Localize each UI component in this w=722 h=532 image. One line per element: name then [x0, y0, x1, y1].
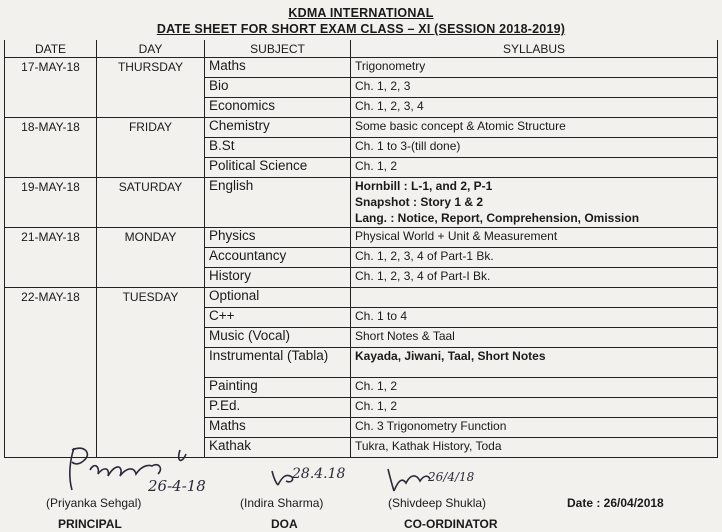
table-row [5, 378, 718, 398]
cell-day [97, 398, 205, 418]
principal-role: PRINCIPAL [58, 517, 122, 531]
cell-subject: C++ [205, 308, 351, 328]
doa-signature-date: 28.4.18 [292, 466, 346, 482]
syllabus-line: Ch. 1, 2 [355, 399, 398, 413]
table-row [5, 158, 718, 178]
sheet-title: DATE SHEET FOR SHORT EXAM CLASS – XI (SESSION 2018-2019) [156, 22, 566, 36]
cell-date [5, 348, 97, 378]
syllabus-line: Hornbill : L-1, and 2, P-1 [355, 179, 493, 193]
cell-date [5, 98, 97, 118]
syllabus-line: Ch. 1, 2, 3, 4 [355, 99, 424, 113]
syllabus-line: Ch. 1, 2 [355, 379, 398, 393]
cell-day [97, 158, 205, 178]
cell-syllabus [351, 118, 718, 138]
col-syllabus-header: SYLLABUS [351, 40, 718, 58]
cell-subject: Economics [205, 98, 351, 118]
cell-date: 21-MAY-18 [5, 228, 97, 248]
table-row [5, 248, 718, 268]
cell-syllabus [351, 348, 718, 378]
table-row [5, 398, 718, 418]
cell-syllabus [351, 418, 718, 438]
cell-date [5, 248, 97, 268]
cell-subject: B.St [205, 138, 351, 158]
table-row [5, 348, 718, 378]
syllabus-line: Ch. 1 to 3-(till done) [355, 139, 461, 153]
cell-day [97, 78, 205, 98]
cell-syllabus [351, 78, 718, 98]
cell-day: SATURDAY [97, 178, 205, 228]
table-row [5, 178, 718, 228]
cell-day [97, 138, 205, 158]
date-sheet-table [4, 40, 718, 458]
table-row [5, 228, 718, 248]
cell-syllabus [351, 178, 718, 228]
cell-syllabus [351, 328, 718, 348]
document-date: Date : 26/04/2018 [567, 496, 664, 510]
syllabus-line: Lang. : Notice, Report, Comprehension, Omission [355, 211, 640, 225]
table-row [5, 308, 718, 328]
col-day-header: DAY [97, 40, 205, 58]
cell-date [5, 418, 97, 438]
cell-subject: Music (Vocal) [205, 328, 351, 348]
cell-syllabus [351, 288, 718, 308]
cell-day [97, 378, 205, 398]
cell-date: 17-MAY-18 [5, 58, 97, 78]
school-name: KDMA INTERNATIONAL [288, 6, 434, 20]
cell-syllabus [351, 398, 718, 418]
cell-subject: Maths [205, 418, 351, 438]
cell-subject: Chemistry [205, 118, 351, 138]
syllabus-line: Ch. 1 to 4 [355, 309, 408, 323]
syllabus-line: Short Notes & Taal [355, 329, 455, 343]
cell-syllabus [351, 438, 718, 458]
cell-date [5, 78, 97, 98]
cell-syllabus [351, 98, 718, 118]
cell-subject: History [205, 268, 351, 288]
syllabus-line: Trigonometry [355, 59, 426, 73]
cell-date [5, 158, 97, 178]
cell-syllabus [351, 268, 718, 288]
syllabus-line: Kayada, Jiwani, Taal, Short Notes [355, 349, 546, 363]
cell-day: FRIDAY [97, 118, 205, 138]
cell-day [97, 348, 205, 378]
cell-subject: Instrumental (Tabla) [205, 348, 351, 378]
cell-syllabus [351, 228, 718, 248]
table-row [5, 288, 718, 308]
cell-syllabus [351, 58, 718, 78]
cell-subject: Physics [205, 228, 351, 248]
cell-subject: English [205, 178, 351, 228]
coordinator-signature-date: 26/4/18 [428, 470, 475, 484]
table-row [5, 268, 718, 288]
syllabus-line: Some basic concept & Atomic Structure [355, 119, 566, 133]
cell-subject: Accountancy [205, 248, 351, 268]
cell-date [5, 378, 97, 398]
syllabus-line: Ch. 3 Trigonometry Function [355, 419, 507, 433]
cell-day: THURSDAY [97, 58, 205, 78]
table-row [5, 78, 718, 98]
cell-day [97, 268, 205, 288]
syllabus-line: Ch. 1, 2, 3, 4 of Part-I Bk. [355, 269, 491, 283]
doa-role: DOA [271, 517, 298, 531]
cell-syllabus [351, 378, 718, 398]
table-row [5, 418, 718, 438]
syllabus-line: Ch. 1, 2, 3 [355, 79, 411, 93]
cell-day [97, 328, 205, 348]
cell-subject: Optional [205, 288, 351, 308]
cell-day [97, 418, 205, 438]
cell-syllabus [351, 248, 718, 268]
cell-subject: Kathak [205, 438, 351, 458]
syllabus-line: Physical World + Unit & Measurement [355, 229, 558, 243]
table-row [5, 58, 718, 78]
cell-subject: Maths [205, 58, 351, 78]
coordinator-role: CO-ORDINATOR [404, 517, 498, 531]
cell-date [5, 328, 97, 348]
cell-subject: Political Science [205, 158, 351, 178]
cell-date: 18-MAY-18 [5, 118, 97, 138]
cell-date: 19-MAY-18 [5, 178, 97, 228]
cell-date [5, 138, 97, 158]
coordinator-name: (Shivdeep Shukla) [388, 496, 487, 510]
cell-subject: Bio [205, 78, 351, 98]
cell-syllabus [351, 308, 718, 328]
cell-subject: Painting [205, 378, 351, 398]
cell-day [97, 308, 205, 328]
syllabus-line: Tukra, Kathak History, Toda [355, 439, 502, 453]
col-date-header: DATE [5, 40, 97, 58]
cell-day: TUESDAY [97, 288, 205, 308]
cell-day [97, 248, 205, 268]
cell-date [5, 308, 97, 328]
principal-signature-date: 26-4-18 [148, 477, 206, 495]
coordinator-signature [384, 465, 434, 495]
col-subject-header: SUBJECT [205, 40, 351, 58]
doa-name: (Indira Sharma) [240, 496, 324, 510]
table-row [5, 118, 718, 138]
cell-date [5, 268, 97, 288]
cell-date: 22-MAY-18 [5, 288, 97, 308]
header-row [5, 40, 718, 58]
cell-date [5, 398, 97, 418]
table-row [5, 98, 718, 118]
cell-day [97, 98, 205, 118]
cell-syllabus [351, 138, 718, 158]
syllabus-line: Ch. 1, 2, 3, 4 of Part-1 Bk. [355, 249, 494, 263]
table-row [5, 328, 718, 348]
cell-syllabus [351, 158, 718, 178]
principal-name: (Priyanka Sehgal) [46, 496, 142, 510]
table-row [5, 138, 718, 158]
syllabus-line: Snapshot : Story 1 & 2 [355, 195, 484, 209]
cell-day: MONDAY [97, 228, 205, 248]
cell-subject: P.Ed. [205, 398, 351, 418]
syllabus-line: Ch. 1, 2 [355, 159, 398, 173]
